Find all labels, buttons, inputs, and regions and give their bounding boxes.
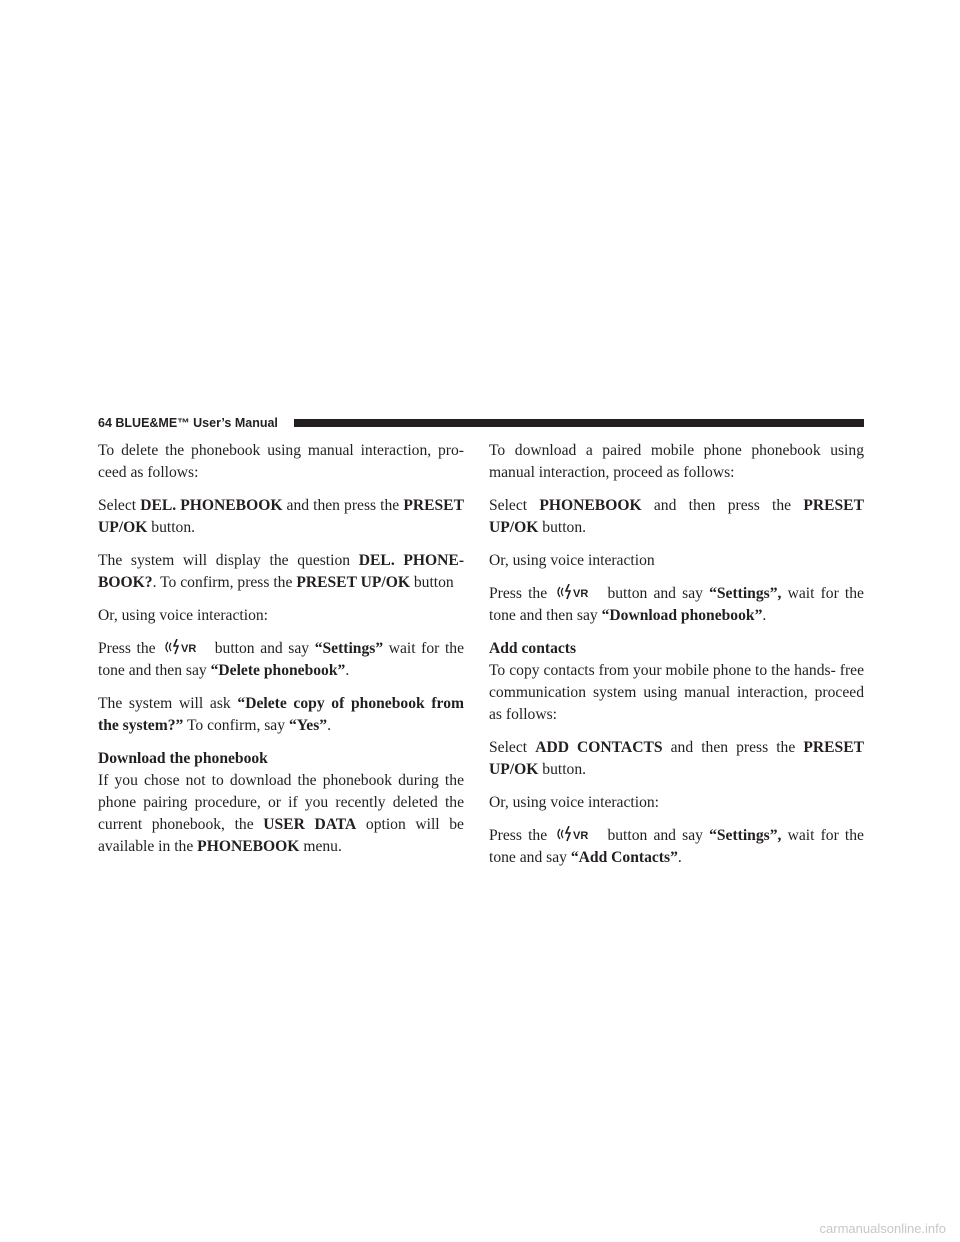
right-select-phonebook: Select PHONEBOOK and then press the PRESET UP/OK button.	[489, 497, 864, 536]
right-voice-intro: Or, using voice interaction	[489, 552, 655, 569]
page-header-label: 64 BLUE&ME™ User’s Manual	[98, 416, 278, 430]
right-select-add-contacts: Select ADD CONTACTS and then press the PRESET UP/OK button.	[489, 739, 865, 778]
page-header	[98, 416, 864, 430]
right-voice-intro-2: Or, using voice interaction:	[489, 794, 659, 811]
left-select-del-phonebook: Select DEL. PHONEBOOK and then press the PRESET UP/OK button.	[98, 497, 464, 536]
left-voice-intro: Or, using voice interaction:	[98, 607, 268, 624]
left-voice-steps: Press the button and say “Settings” wait for the tone and then say “Delete phonebook”.	[98, 640, 464, 679]
left-column	[98, 440, 464, 869]
header-rule	[294, 419, 864, 427]
right-add-contacts-text: To copy contacts from your mobile phone to the hands- free communication system using manual interaction, proceed as follows:	[489, 662, 864, 723]
voice-recognition-icon	[163, 639, 207, 655]
left-download-text: If you chose not to download the phonebook during the phone pairing procedure, or if you recently deleted the current phonebook, the USER DATA option will be available in the PHONEBOOK menu.	[98, 772, 464, 855]
heading-add-contacts: Add contacts	[489, 640, 577, 657]
watermark: carmanualsonline.info	[819, 1221, 946, 1236]
left-system-ask: The system will ask “Delete copy of phonebook from the system?” To confirm, say “Yes”.	[98, 695, 464, 734]
right-voice-steps: Press the button and say “Settings”, wait for the tone and then say “Download phonebook”.	[489, 585, 864, 624]
right-column	[489, 440, 864, 880]
voice-recognition-icon	[555, 826, 599, 842]
left-intro: To delete the phonebook using manual interaction, pro- ceed as follows:	[98, 442, 464, 481]
right-intro: To download a paired mobile phone phonebook using manual interaction, proceed as follows:	[489, 442, 864, 481]
right-voice-steps-2: Press the button and say “Settings”, wait for the tone and say “Add Contacts”.	[489, 827, 864, 866]
left-system-question: The system will display the question DEL. PHONE- BOOK?. To confirm, press the PRESET UP/OK button	[98, 552, 465, 591]
voice-recognition-icon	[555, 584, 599, 600]
heading-download-phonebook: Download the phonebook	[98, 750, 268, 767]
